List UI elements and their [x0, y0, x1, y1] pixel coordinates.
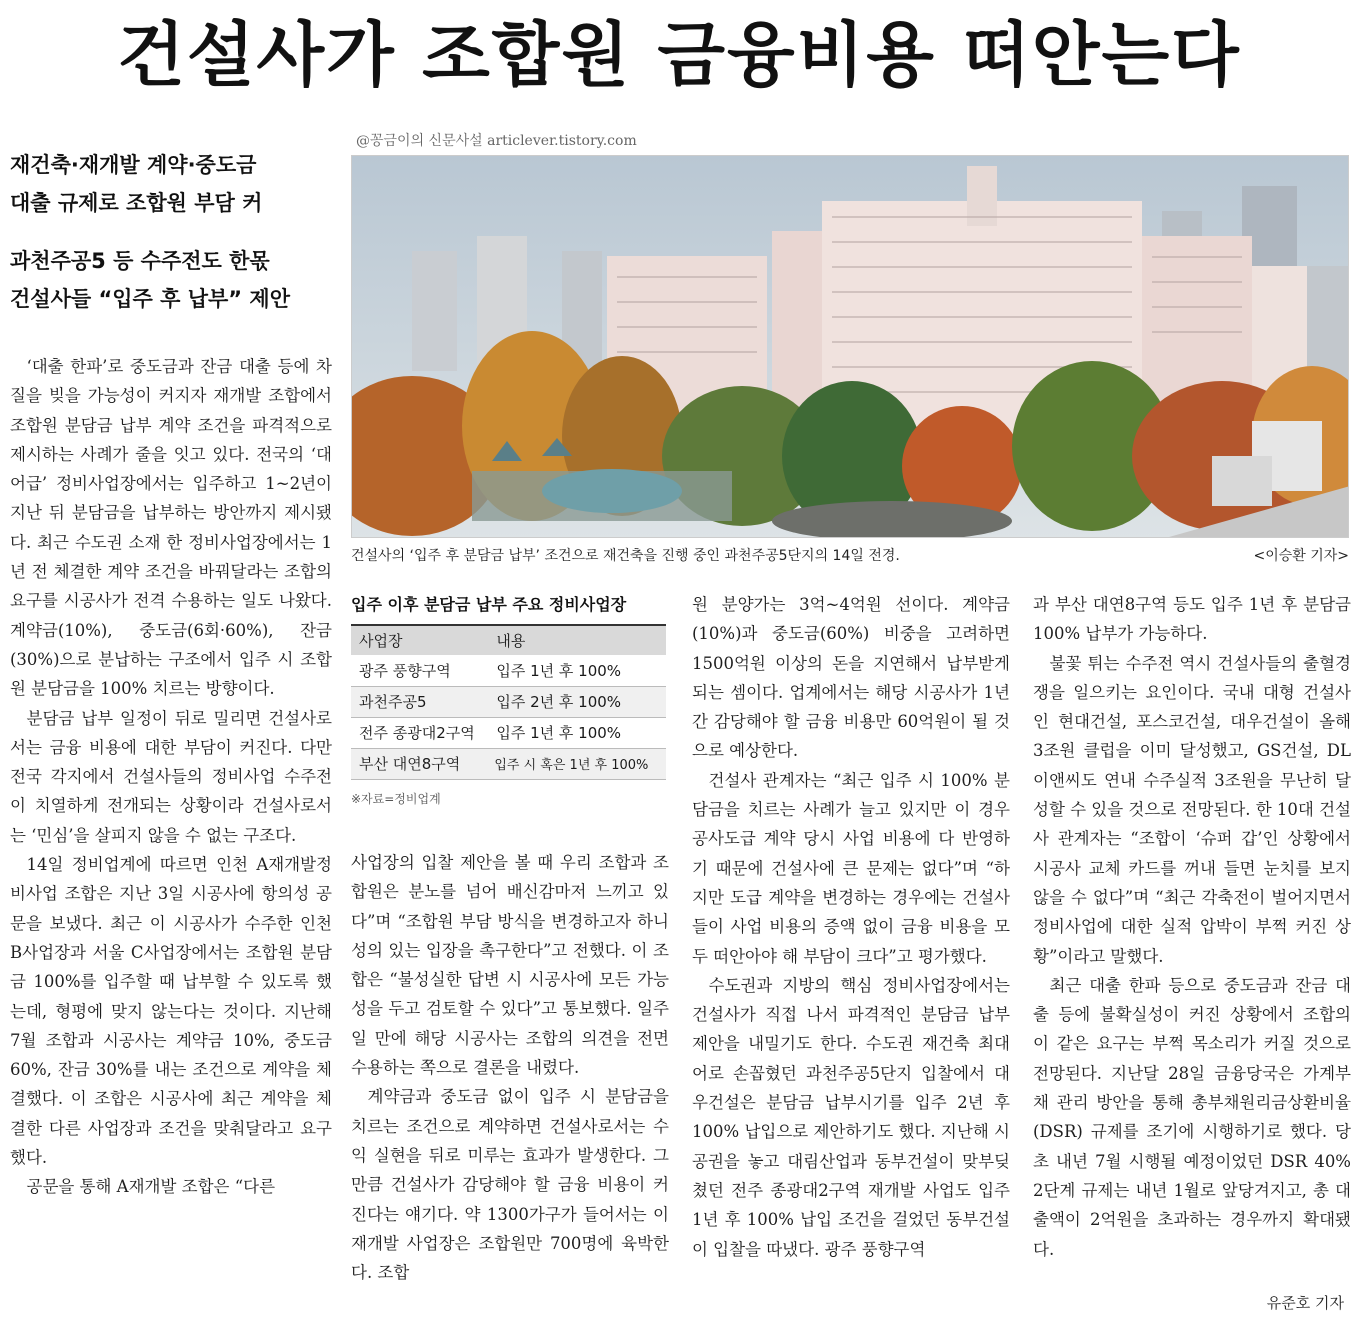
subhead-2: 대출 규제로 조합원 부담 커: [10, 191, 263, 215]
paragraph: 과 부산 대연8구역 등도 입주 1년 후 분담금 100% 납부가 가능하다.: [1033, 595, 1351, 644]
table-title: 입주 이후 분담금 납부 주요 정비사업장: [351, 595, 627, 614]
body-column-2: [351, 848, 669, 1318]
paragraph: 불꽃 튀는 수주전 역시 건설사들의 출혈경쟁을 일으키는 요인이다. 국내 대형 건설사인 현대건설, 포스코건설, 대우건설이 올해 3조원 클럽을 이미 달성했고, GS건설, DL이앤씨도 연내 수주실적 3조원을 무난히 달성할 수 있을 것으로 전망된다. 한 10대 건설사 관계자는 “조합이 ‘슈퍼 갑’인 상황에서 시공사 교체 카드를 꺼내 들면 눈치를 보지 않을 수 없다”며 “최근 각축전이 벌어지면서 정비사업에 대한 실적 압박이 부쩍 커진 상황”이라고 말했다.: [1033, 653, 1351, 966]
paragraph: 공문을 통해 A재개발 조합은 “다른: [26, 1177, 276, 1197]
photo-credit: <이승환 기자>: [1253, 548, 1349, 564]
info-table-box: [351, 590, 666, 807]
paragraph: 수도권과 지방의 핵심 정비사업장에서는 건설사가 직접 나서 파격적인 분담금 납부 제안을 내밀기도 한다. 수도권 재건축 최대어로 손꼽혔던 과천주공5단지 입찰에서 대우건설은 분담금 납부시기를 입주 2년 후 100% 납입으로 제안하기도 했다. 지난해 시공권을 놓고 대림산업과 동부건설이 맞부딪쳤던 전주 종광대2구역 재개발 사업도 입주 1년 후 100% 납입 조건을 걸었던 동부건설이 입찰을 따냈다. 광주 풍향구역: [692, 975, 1010, 1259]
table-cell-content: 입주 2년 후 100%: [488, 686, 666, 717]
table-row: [351, 717, 666, 748]
info-table: [351, 624, 666, 780]
table-cell-site: 과천주공5: [351, 686, 488, 717]
watermark: @꽁금이의 신문사설 articlever.tistory.com: [356, 133, 637, 149]
table-cell-content: 입주 시 혹은 1년 후 100%: [488, 748, 666, 779]
table-header-site: 사업장: [351, 625, 488, 655]
paragraph: 계약금과 중도금 없이 입주 시 분담금을 치르는 조건으로 계약하면 건설사로서는 수익 실현을 뒤로 미루는 효과가 발생한다. 그만큼 건설사가 감당해야 할 금융 비용이 커진다는 얘기다. 약 1300가구가 들어서는 이 재개발 사업장은 조합원만 700명에 육박한다. 조합: [351, 1087, 669, 1283]
paragraph: ‘대출 한파’로 중도금과 잔금 대출 등에 차질을 빚을 가능성이 커지자 재개발 조합에서 조합원 분담금 납부 계약 조건을 파격적으로 제시하는 사례가 줄을 잇고 있다. 전국의 ‘대어급’ 정비사업장에서는 입주하고 1~2년이 지난 뒤 분담금을 납부하는 방안까지 제시됐다. 최근 수도권 소재 한 정비사업장에서는 1년 전 체결한 계약 조건을 바꿔달라는 조합의 요구를 시공사가 전격 수용하는 일도 나왔다. 계약금(10%), 중도금(6회·60%), 잔금(30%)으로 분납하는 구조에서 입주 시 조합원 분담금을 100% 치르는 방향이다.: [10, 357, 332, 699]
headline: 건설사가 조합원 금융비용 떠안는다: [117, 14, 1241, 96]
apartment-photo-illustration: [352, 156, 1349, 538]
table-cell-content: 입주 1년 후 100%: [488, 717, 666, 748]
table-cell-content: 입주 1년 후 100%: [488, 655, 666, 686]
apartment-photo: [351, 155, 1349, 538]
body-column-1: [10, 352, 332, 1320]
body-column-3: [692, 590, 1010, 1320]
paragraph: 사업장의 입찰 제안을 볼 때 우리 조합과 조합원은 분노를 넘어 배신감마저 느끼고 있다”며 “조합원 부담 방식을 변경하고자 하니 성의 있는 입장을 촉구한다”고 전했다. 이 조합은 “불성실한 답변 시 시공사에 모든 가능성을 두고 검토할 수 있다”고 통보했다. 일주일 만에 해당 시공사는 조합의 의견을 전면 수용하는 쪽으로 결론을 내렸다.: [351, 853, 669, 1078]
byline: 유준호 기자: [1261, 1292, 1344, 1313]
subhead-3: 과천주공5 등 수주전도 한몫: [10, 249, 270, 273]
table-cell-site: 광주 풍향구역: [351, 655, 488, 686]
paragraph: 14일 정비업계에 따르면 인천 A재개발정비사업 조합은 지난 3일 시공사에 항의성 공문을 보냈다. 최근 이 시공사가 수주한 인천 B사업장과 서울 C사업장에서는 조합원 분담금 100%를 입주할 때 납부할 수 있도록 했는데, 형평에 맞지 않는다는 것이다. 지난해 7월 조합과 시공사는 계약금 10%, 중도금 60%, 잔금 30%를 내는 조건으로 계약을 체결했다. 이 조합은 시공사에 최근 계약을 체결한 다른 사업장과 조건을 맞춰달라고 요구했다.: [10, 855, 332, 1168]
subheads: [10, 146, 340, 318]
photo-caption: [351, 544, 1349, 568]
table-header-content: 내용: [488, 625, 666, 655]
table-row: [351, 748, 666, 779]
subhead-1: 재건축·재개발 계약·중도금: [10, 153, 257, 177]
subhead-4: 건설사들 “입주 후 납부” 제안: [10, 287, 290, 311]
paragraph: 분담금 납부 일정이 뒤로 밀리면 건설사로서는 금융 비용에 대한 부담이 커진다. 다만 전국 각지에서 건설사들의 정비사업 수주전이 치열하게 전개되는 상황이라 건설사로서는 ‘민심’을 살피지 않을 수 없는 구조다.: [10, 708, 332, 845]
paragraph: 건설사 관계자는 “최근 입주 시 100% 분담금을 치르는 사례가 늘고 있지만 이 경우 공사도급 계약 당시 사업 비용에 다 반영하기 때문에 건설사에 큰 문제는 없다”며 “하지만 도급 계약을 변경하는 경우에는 건설사들이 사업 비용의 증액 없이 금융 비용을 모두 떠안아야 해 부담이 크다”고 평가했다.: [692, 770, 1010, 966]
body-column-4: [1033, 590, 1351, 1320]
table-cell-site: 부산 대연8구역: [351, 748, 488, 779]
table-row: [351, 686, 666, 717]
table-header-row: [351, 625, 666, 655]
paragraph: 최근 대출 한파 등으로 중도금과 잔금 대출 등에 불확실성이 커진 상황에서 조합의 이 같은 요구는 부쩍 목소리가 커질 것으로 전망된다. 지난달 28일 금융당국은 가계부채 관리 방안을 통해 총부채원리금상환비율(DSR) 규제를 조기에 시행하기로 했다. 당초 내년 7월 시행될 예정이었던 DSR 40% 2단계 규제는 내년 1월로 앞당겨지고, 총 대출액이 2억원을 초과하는 경우까지 확대됐다.: [1033, 975, 1351, 1259]
table-cell-site: 전주 종광대2구역: [351, 717, 488, 748]
paragraph: 원 분양가는 3억~4억원 선이다. 계약금(10%)과 중도금(60%) 비중을 고려하면 1500억원 이상의 돈을 지연해서 납부받게 되는 셈이다. 업계에서는 해당 시공사가 1년간 감당해야 할 금융 비용만 60억원이 될 것으로 예상한다.: [692, 595, 1010, 761]
caption-text: 건설사의 ‘입주 후 분담금 납부’ 조건으로 재건축을 진행 중인 과천주공5단지의 14일 전경.: [351, 548, 900, 564]
table-row: [351, 655, 666, 686]
table-source: ※자료=정비업계: [351, 791, 441, 806]
